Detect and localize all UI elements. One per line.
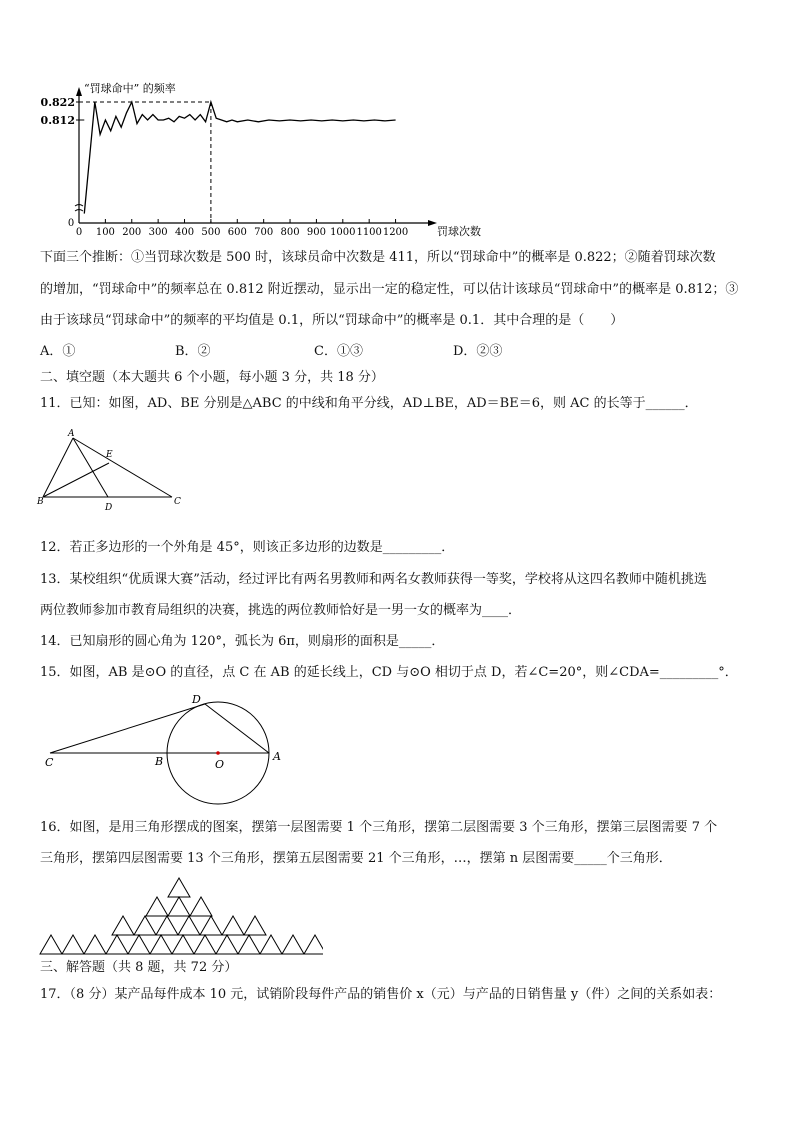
- q16-line1: 16．如图，是用三角形摆成的图案，摆第一层图需要 1 个三角形，摆第二层图需要 3 个三角形，摆第三层图需要 7 个: [40, 820, 718, 835]
- q11-label-a: A: [68, 429, 75, 439]
- chart-x-tick-label: 1000: [330, 227, 356, 238]
- q13-line1: 13．某校组织“优质课大赛”活动，经过评比有两名男教师和两名女教师获得一等奖，学校将从这四名教师中随机挑选: [40, 572, 707, 587]
- q15-circle-figure: [40, 690, 300, 810]
- pattern-triangle: [238, 935, 260, 954]
- pattern-triangle: [146, 897, 168, 916]
- pattern-triangle: [168, 897, 190, 916]
- chart-x-tick-label: 300: [148, 227, 168, 238]
- q15-center-point: [216, 751, 220, 755]
- pattern-triangle: [150, 935, 172, 954]
- q11-label-d: D: [105, 503, 113, 513]
- pattern-triangle: [178, 916, 200, 935]
- q11-bisector-be: [43, 463, 109, 497]
- chart-x-tick-label: 800: [280, 227, 300, 238]
- chart-y-tick-label: 0.812: [40, 114, 75, 127]
- q10-option-a: A．①: [40, 344, 76, 359]
- pattern-triangle: [216, 935, 238, 954]
- q14-text: 14．已知扇形的圆心角为 120°，弧长为 6π，则扇形的面积是_____．: [40, 634, 445, 649]
- q15-text: 15．如图，AB 是⊙O 的直径，点 C 在 AB 的延长线上，CD 与⊙O 相切于点 D，若∠C=20°，则∠CDA=_________°．: [40, 665, 738, 680]
- q11-text: 11．已知：如图，AD、BE 分别是△ABC 的中线和角平分线，AD⊥BE，AD＝BE＝6，则 AC 的长等于______．: [40, 396, 698, 411]
- chart-x-tick-label: 0: [75, 227, 83, 238]
- q15-tangent-cd: [50, 704, 205, 753]
- chart-y-tick-label: 0.822: [40, 96, 75, 109]
- pattern-triangle: [304, 935, 323, 954]
- chart-x-tick-label: 900: [306, 227, 326, 238]
- chart-series-line: [84, 102, 395, 214]
- pattern-triangle: [200, 916, 222, 935]
- pattern-triangle: [134, 916, 156, 935]
- chart-x-tick-label: 1100: [356, 227, 382, 238]
- chart-x-tick-label: 600: [227, 227, 247, 238]
- pattern-triangle: [244, 916, 266, 935]
- q15-label-c: C: [45, 756, 54, 769]
- q17-text: 17．（8 分）某产品每件成本 10 元，试销阶段每件产品的销售价 x（元）与产品的日销售量 y（件）之间的关系如表：: [40, 987, 722, 1002]
- q11-label-e: E: [106, 450, 113, 460]
- q16-line2: 三角形，摆第四层图需要 13 个三角形，摆第五层图需要 21 个三角形，…，摆第 n 层图需要_____个三角形．: [40, 851, 672, 866]
- pattern-triangle: [260, 935, 282, 954]
- section2-title: 二、填空题（本大题共 6 个小题，每小题 3 分，共 18 分）: [40, 370, 384, 385]
- q10-line3: 由于该球员“罚球命中”的频率的平均值是 0.1，所以“罚球命中”的概率是 0.1．其中合理的是（ ）: [40, 313, 624, 328]
- chart-x-arrow: [428, 220, 437, 226]
- pattern-triangle: [282, 935, 304, 954]
- pattern-triangle: [62, 935, 84, 954]
- chart-xlabel: 罚球次数: [437, 225, 481, 238]
- q15-label-a: A: [273, 750, 281, 763]
- chart-x-tick-label: 200: [122, 227, 142, 238]
- q10-option-c: C．①③: [314, 344, 363, 359]
- q11-median-ad: [73, 438, 108, 497]
- pattern-triangle: [222, 916, 244, 935]
- pattern-triangle: [190, 897, 212, 916]
- chart-x-tick-label: 400: [174, 227, 195, 238]
- chart-x-tick-label: 700: [254, 227, 274, 238]
- q11-label-c: C: [174, 497, 181, 507]
- chart-x-tick-label: 1200: [382, 227, 409, 238]
- q16-triangle-pattern: [38, 876, 323, 956]
- triangle-rows: [40, 878, 323, 954]
- q12-text: 12．若正多边形的一个外角是 45°，则该正多边形的边数是_________．: [40, 540, 455, 555]
- chart-x-tick-label: 500: [201, 227, 221, 238]
- pattern-triangle: [112, 916, 134, 935]
- pattern-triangle: [84, 935, 106, 954]
- pattern-triangle: [194, 935, 216, 954]
- q15-chord-da: [205, 704, 269, 753]
- q10-option-b: B．②: [175, 344, 211, 359]
- chart-ylabel: “罚球命中” 的频率: [84, 82, 176, 95]
- pattern-triangle: [156, 916, 178, 935]
- q11-side-ac: [73, 438, 172, 497]
- chart-x-tick-label: 100: [95, 227, 115, 238]
- chart-plot-area: [41, 87, 437, 238]
- q11-side-ab: [43, 438, 73, 497]
- chart-y-arrow: [76, 87, 82, 96]
- pattern-triangle: [106, 935, 128, 954]
- q15-label-b: B: [155, 755, 164, 768]
- frequency-chart: [0, 0, 794, 245]
- q13-line2: 两位教师参加市教育局组织的决赛，挑选的两位教师恰好是一男一女的概率为____．: [40, 603, 522, 618]
- pattern-triangle: [40, 935, 62, 954]
- section3-title: 三、解答题（共 8 题，共 72 分）: [40, 960, 238, 975]
- q10-line1: 下面三个推断：①当罚球次数是 500 时，该球员命中次数是 411，所以“罚球命中”的概率是 0.822；②随着罚球次数: [40, 250, 716, 265]
- q11-label-b: B: [37, 497, 44, 507]
- q10-option-d: D．②③: [453, 344, 503, 359]
- q15-label-o: O: [215, 758, 225, 771]
- q11-triangle-figure: [35, 425, 185, 515]
- pattern-triangle: [128, 935, 150, 954]
- pattern-triangle: [168, 878, 190, 897]
- q10-line2: 的增加，“罚球命中”的频率总在 0.812 附近摆动，显示出一定的稳定性，可以估计该球员“罚球命中”的概率是 0.812；③: [40, 282, 739, 297]
- chart-y-tick-label: 0: [67, 218, 75, 229]
- pattern-triangle: [172, 935, 194, 954]
- q15-label-d: D: [192, 693, 201, 706]
